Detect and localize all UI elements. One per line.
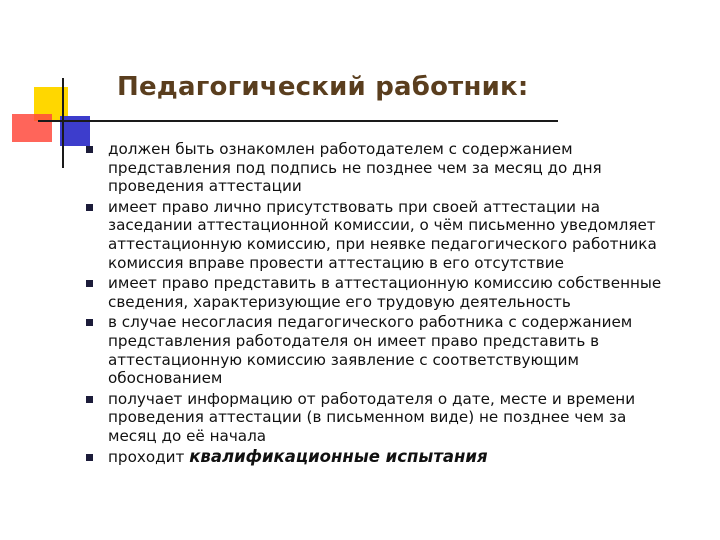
ornament-vertical-line xyxy=(62,78,64,168)
bullet-item xyxy=(86,313,676,387)
square-bullet-icon xyxy=(86,204,93,211)
slide-title: Педагогический работник: xyxy=(117,72,529,102)
bullet-text: имеет право лично присутствовать при своей аттестации на заседании аттестационной комиссии, о чём письменно уведомляет аттестационную комиссию, при неявке педагогического работника комиссия вправе провести аттестацию в его отсутствие xyxy=(108,197,657,272)
ornament-red-square xyxy=(12,114,52,142)
bullet-item xyxy=(86,198,676,272)
square-bullet-icon xyxy=(86,454,93,461)
bullet-emphasis-text: квалификационные испытания xyxy=(189,446,488,466)
square-bullet-icon xyxy=(86,319,93,326)
bullet-item xyxy=(86,448,676,467)
bullet-item xyxy=(86,390,676,446)
square-bullet-icon xyxy=(86,146,93,153)
bullet-text: проходит xyxy=(108,447,190,466)
ornament-horizontal-line xyxy=(38,120,558,122)
bullet-text: должен быть ознакомлен работодателем с содержанием представления под подпись не позднее чем за месяц до дня проведения аттестации xyxy=(108,140,602,196)
bullet-item xyxy=(86,140,676,196)
bullet-list xyxy=(86,140,676,468)
square-bullet-icon xyxy=(86,396,93,403)
square-bullet-icon xyxy=(86,280,93,287)
bullet-text: в случае несогласия педагогического работника с содержанием представления работодателя он имеет право представить в аттестационную комиссию заявление с соответствующим обоснованием xyxy=(108,313,633,388)
bullet-text: имеет право представить в аттестационную комиссию собственные сведения, характеризующие его трудовую деятельность xyxy=(108,274,662,311)
bullet-text: получает информацию от работодателя о дате, месте и времени проведения аттестации (в письменном виде) не позднее чем за месяц до её начала xyxy=(108,389,636,445)
bullet-item xyxy=(86,274,676,311)
